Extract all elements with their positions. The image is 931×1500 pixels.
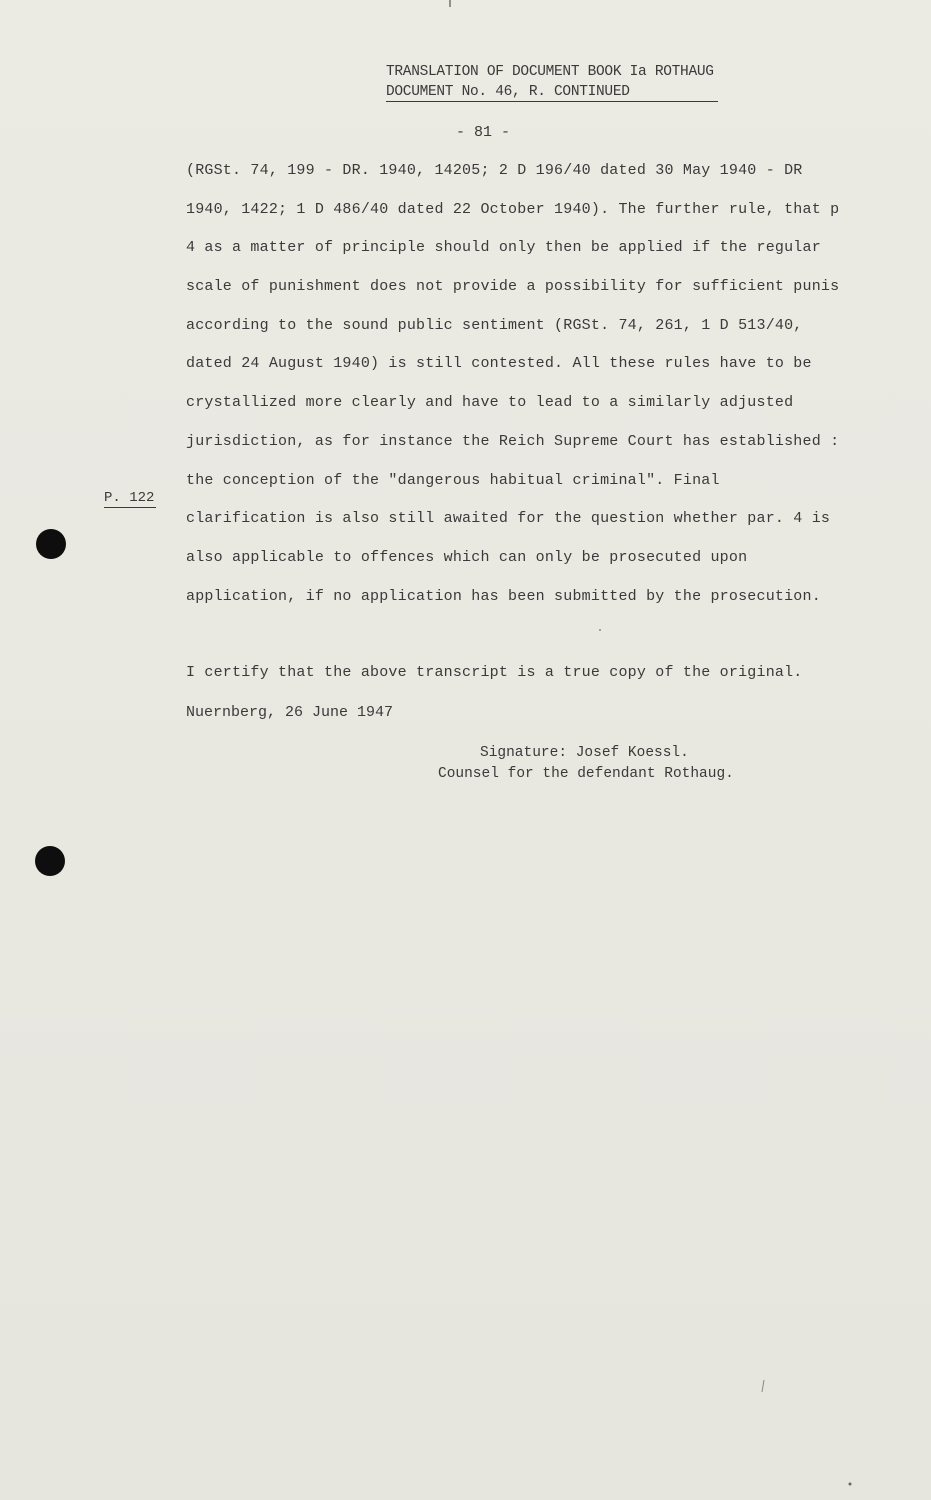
body-line: application, if no application has been submitted by the prosecution. [186, 587, 821, 605]
body-line: 1940, 1422; 1 D 486/40 dated 22 October 1940). The further rule, that p [186, 200, 840, 218]
body-line: dated 24 August 1940) is still contested. All these rules have to be [186, 355, 812, 373]
body-line: also applicable to offences which can only be prosecuted upon [186, 548, 748, 566]
signature-name: Signature: Josef Koessl. [480, 745, 689, 761]
certification-statement: I certify that the above transcript is a true copy of the original. [186, 664, 803, 681]
body-line: scale of punishment does not provide a possibility for sufficient punis [186, 278, 840, 296]
body-line: the conception of the "dangerous habitual criminal". Final [186, 471, 720, 489]
header-document-number-line: DOCUMENT No. 46, R. CONTINUED [386, 83, 718, 102]
paper-mark [762, 1380, 764, 1392]
paper-mark [849, 1483, 852, 1486]
page-number: - 81 - [456, 124, 511, 141]
body-line: (RGSt. 74, 199 - DR. 1940, 14205; 2 D 196/40 dated 30 May 1940 - DR [186, 162, 803, 179]
body-line: jurisdiction, as for instance the Reich Supreme Court has established : [186, 432, 840, 450]
header-title-line: TRANSLATION OF DOCUMENT BOOK Ia ROTHAUG [386, 64, 714, 80]
body-line: according to the sound public sentiment (RGSt. 74, 261, 1 D 513/40, [186, 316, 803, 334]
body-line: crystallized more clearly and have to lead to a similarly adjusted [186, 394, 794, 412]
place-and-date: Nuernberg, 26 June 1947 [186, 704, 394, 721]
paper-mark [599, 629, 601, 631]
margin-page-reference: P. 122 [104, 490, 155, 506]
signature-title: Counsel for the defendant Rothaug. [438, 766, 734, 782]
body-line: 4 as a matter of principle should only then be applied if the regular [186, 239, 821, 257]
body-line: clarification is also still awaited for the question whether par. 4 is [186, 510, 831, 528]
